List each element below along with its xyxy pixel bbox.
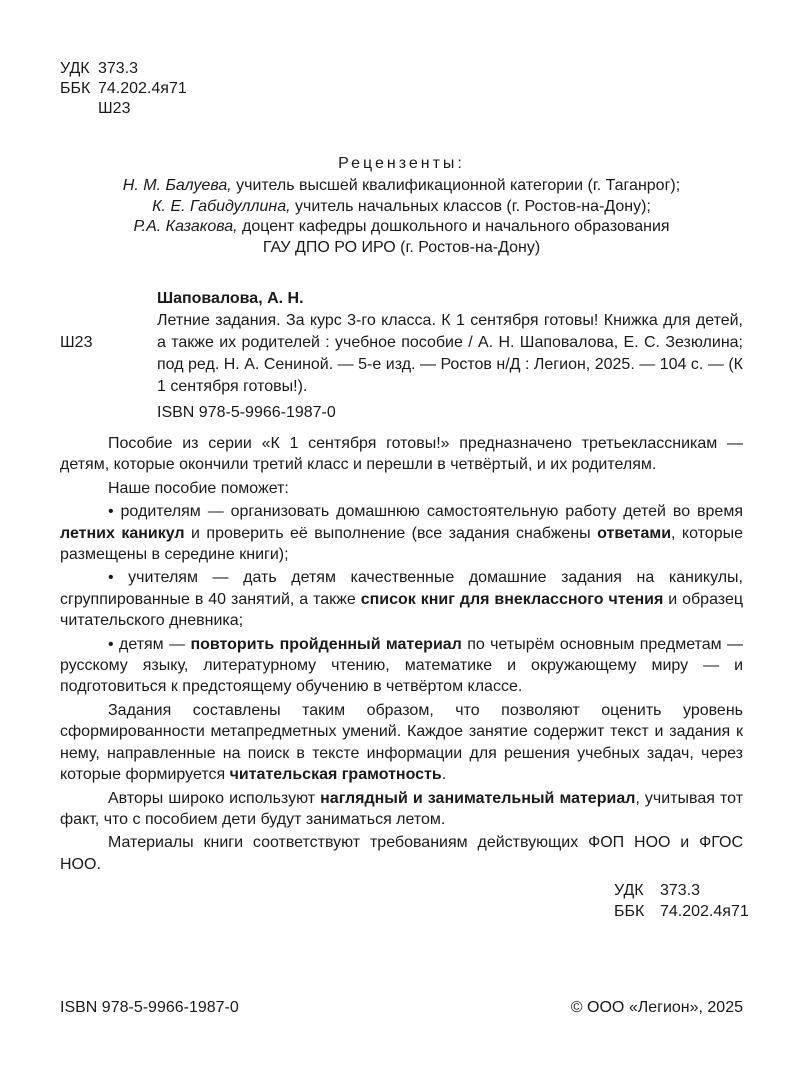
emphasis: ответами	[597, 524, 672, 542]
reviewer-name: Р.А. Казакова,	[133, 218, 238, 235]
classification-codes-bottom	[614, 880, 749, 922]
reviewer-name: Н. М. Балуева,	[122, 177, 232, 194]
isbn: ISBN 978-5-9966-1987-0	[157, 404, 336, 421]
annotation-paragraph	[60, 700, 743, 786]
udk-row	[60, 58, 187, 78]
author-mark: Ш23	[98, 100, 131, 117]
bib-body	[60, 310, 743, 398]
text-run: , которые размещены в середине книги);	[60, 524, 744, 564]
annotation	[60, 433, 743, 875]
footer-isbn: ISBN 978-5-9966-1987-0	[60, 999, 239, 1016]
udk-value: 373.3	[660, 882, 701, 899]
text-run: по четырём основным предметам — русскому языку, литературному чтению, математике и окружающему миру — и подготовиться к предстоящему обучению в четвёртом классе.	[60, 635, 743, 696]
reviewer-desc: учитель высшей квалификационной категории (г. Таганрог);	[231, 177, 681, 194]
emphasis: список книг для внеклассного чтения	[360, 590, 664, 608]
annotation-paragraph	[60, 788, 743, 831]
udk-value: 373.3	[98, 60, 139, 77]
copyright-notice: © ООО «Легион», 2025	[570, 999, 743, 1016]
reviewer-line	[60, 238, 743, 259]
text-run: и проверить её выполнение (все задания снабжены	[184, 524, 598, 542]
bib-description: Летние задания. За курс 3-го класса. К 1 сентября готовы! Книжка для детей, а также их родителей : учебное пособие / А. Н. Шаповалова, Е. С. Зезюлина; под ред. Н. А. Сениной. — 5-е изд. — Ростов н/Д : Легион, 2025. — 104 с. — (К 1 сентября готовы!).	[157, 312, 743, 395]
reviewer-line	[60, 217, 743, 238]
reviewer-line	[60, 197, 743, 218]
udk-label: УДК	[60, 60, 90, 77]
emphasis: наглядный и занимательный материал	[320, 789, 636, 807]
bbk-value: 74.202.4я71	[660, 903, 749, 920]
reviewer-line	[60, 176, 743, 197]
bbk-row	[60, 78, 187, 98]
classification-codes	[60, 58, 187, 118]
bbk-value: 74.202.4я71	[98, 80, 187, 97]
annotation-paragraph: Материалы книги соответствуют требованиям действующих ФОП НОО и ФГОС НОО.	[60, 834, 743, 873]
udk-label: УДК	[614, 882, 644, 899]
author-mark-row	[60, 98, 187, 118]
annotation-paragraph	[60, 567, 743, 631]
text-run: , учитывая тот факт, что с пособием дети будут заниматься летом.	[60, 789, 744, 828]
annotation-paragraph	[60, 501, 743, 565]
reviewer-name: К. Е. Габидуллина,	[152, 197, 291, 215]
annotation-paragraph	[60, 634, 743, 698]
text-run: • родителям — организовать домашнюю самостоятельную работу детей во время	[108, 503, 743, 521]
text-run: Авторы широко используют	[108, 789, 321, 807]
text-run: • учителям — дать детям качественные домашние задания на каникулы, сгруппированные в 40 занятий, а также	[60, 569, 743, 608]
bibliographic-record	[60, 288, 743, 398]
bbk-label: ББК	[60, 80, 91, 97]
reviewer-desc: ГАУ ДПО РО ИРО (г. Ростов-на-Дону)	[262, 238, 541, 256]
emphasis: повторить пройденный материал	[190, 635, 462, 653]
emphasis: летних каникул	[60, 524, 185, 542]
text-run: и образец читательского дневника;	[60, 590, 744, 630]
text-run: Задания составлены таким образом, что позволяют оценить уровень сформированности метапредметных умений. Каждое занятие содержит текст и задания к нему, направленные на поиск в тексте информации для решения учебных задач, через которые формируется	[60, 701, 743, 784]
reviewer-desc: учитель начальных классов (г. Ростов-на-Дону);	[290, 197, 651, 215]
udk-row	[614, 880, 749, 901]
bib-author-mark: Ш23	[60, 334, 93, 351]
bbk-label: ББК	[614, 903, 645, 920]
bbk-row	[614, 901, 749, 922]
reviewer-desc: доцент кафедры дошкольного и начального образования	[237, 218, 670, 235]
reviewers-heading: Рецензенты:	[338, 155, 465, 172]
annotation-paragraph: Наше пособие поможет:	[108, 479, 289, 497]
annotation-paragraph: Пособие из серии «К 1 сентября готовы!» предназначено третьеклассникам — детям, которые окончили третий класс и перешли в четвёртый, и их родителям.	[60, 435, 743, 474]
reviewers-block	[60, 153, 743, 258]
emphasis: читательская грамотность	[229, 766, 442, 784]
text-run: • детям —	[108, 635, 191, 653]
text-run: .	[441, 766, 447, 784]
bib-author: Шаповалова, А. Н.	[157, 290, 304, 307]
